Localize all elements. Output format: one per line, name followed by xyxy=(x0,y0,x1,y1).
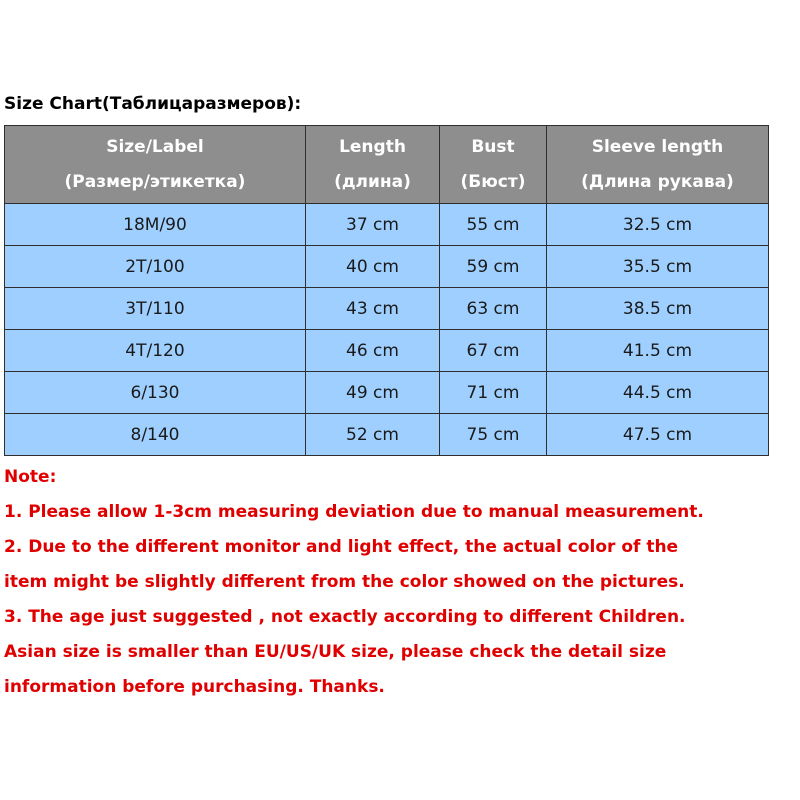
note-line: item might be slightly different from the color showed on the pictures. xyxy=(4,572,685,592)
cell-bust: 55 cm xyxy=(440,204,547,246)
header-size-label-ru: (Размер/этикетка) xyxy=(64,171,246,192)
cell-bust: 75 cm xyxy=(440,414,547,456)
table-row xyxy=(5,246,769,288)
header-sleeve-length-ru: (Длина рукава) xyxy=(581,171,734,192)
cell-size: 18M/90 xyxy=(5,204,306,246)
header-bust-en: Bust xyxy=(471,136,515,157)
header-size-label-en: Size/Label xyxy=(106,136,204,157)
cell-bust: 71 cm xyxy=(440,372,547,414)
table-header-row xyxy=(5,126,769,204)
cell-size: 2T/100 xyxy=(5,246,306,288)
header-sleeve-length-en: Sleeve length xyxy=(591,136,724,157)
size-table xyxy=(4,125,769,456)
cell-length: 37 cm xyxy=(306,204,440,246)
cell-length: 40 cm xyxy=(306,246,440,288)
table-row xyxy=(5,414,769,456)
header-size-label xyxy=(5,126,306,204)
table-row xyxy=(5,288,769,330)
cell-sleeve: 47.5 cm xyxy=(547,414,769,456)
cell-length: 49 cm xyxy=(306,372,440,414)
note-line: 1. Please allow 1-3cm measuring deviation due to manual measurement. xyxy=(4,502,704,522)
cell-sleeve: 44.5 cm xyxy=(547,372,769,414)
header-sleeve-length xyxy=(547,126,769,204)
notes-section xyxy=(4,460,794,705)
cell-length: 46 cm xyxy=(306,330,440,372)
header-bust-ru: (Бюст) xyxy=(460,171,526,192)
header-length xyxy=(306,126,440,204)
table-row xyxy=(5,372,769,414)
cell-bust: 67 cm xyxy=(440,330,547,372)
cell-size: 8/140 xyxy=(5,414,306,456)
cell-bust: 63 cm xyxy=(440,288,547,330)
cell-sleeve: 38.5 cm xyxy=(547,288,769,330)
header-bust xyxy=(440,126,547,204)
cell-bust: 59 cm xyxy=(440,246,547,288)
cell-length: 43 cm xyxy=(306,288,440,330)
header-length-ru: (длина) xyxy=(334,171,411,192)
table-row xyxy=(5,204,769,246)
note-line: 3. The age just suggested , not exactly according to different Children. xyxy=(4,607,686,627)
cell-size: 3T/110 xyxy=(5,288,306,330)
cell-sleeve: 32.5 cm xyxy=(547,204,769,246)
header-length-en: Length xyxy=(339,136,406,157)
size-chart-title: Size Chart(Таблицаразмеров): xyxy=(4,94,302,114)
note-line: 2. Due to the different monitor and light effect, the actual color of the xyxy=(4,537,679,557)
note-line: information before purchasing. Thanks. xyxy=(4,677,385,697)
cell-size: 4T/120 xyxy=(5,330,306,372)
cell-length: 52 cm xyxy=(306,414,440,456)
cell-size: 6/130 xyxy=(5,372,306,414)
cell-sleeve: 35.5 cm xyxy=(547,246,769,288)
notes-heading: Note: xyxy=(4,467,57,487)
cell-sleeve: 41.5 cm xyxy=(547,330,769,372)
note-line: Asian size is smaller than EU/US/UK size, please check the detail size xyxy=(4,642,667,662)
table-row xyxy=(5,330,769,372)
